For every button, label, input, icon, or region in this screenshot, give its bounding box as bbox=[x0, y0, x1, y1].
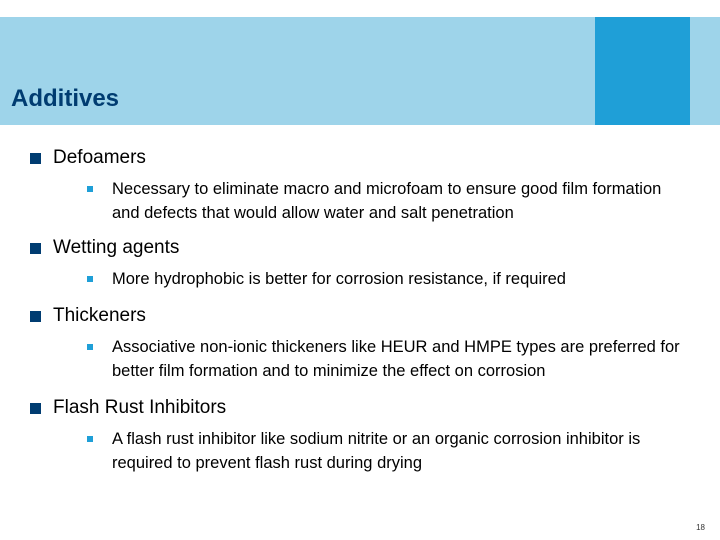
square-bullet-icon bbox=[30, 311, 41, 322]
bullet-item-wetting-agents bbox=[30, 235, 700, 291]
sub-bullet-text: Associative non-ionic thickeners like HEUR and HMPE types are preferred for better film formation and to minimize the effect on corrosion bbox=[112, 338, 680, 380]
bullet-label: Flash Rust Inhibitors bbox=[53, 397, 227, 418]
sub-bullet-icon bbox=[87, 186, 93, 192]
square-bullet-icon bbox=[30, 153, 41, 164]
sub-bullet-icon bbox=[87, 276, 93, 282]
bullet-item-defoamers bbox=[30, 145, 700, 225]
bullet-item-thickeners bbox=[30, 303, 700, 383]
page-number: 18 bbox=[696, 523, 705, 532]
bullet-label: Thickeners bbox=[53, 305, 146, 326]
header-accent-block bbox=[595, 17, 690, 125]
sub-bullet-text: More hydrophobic is better for corrosion resistance, if required bbox=[112, 270, 566, 288]
sub-bullet-text: Necessary to eliminate macro and microfoam to ensure good film formation and defects that would allow water and salt penetration bbox=[112, 180, 662, 222]
bullet-item-flash-rust-inhibitors bbox=[30, 395, 700, 475]
bullet-label: Defoamers bbox=[53, 147, 146, 168]
square-bullet-icon bbox=[30, 403, 41, 414]
bullet-list bbox=[30, 145, 700, 475]
sub-bullet-icon bbox=[87, 344, 93, 350]
slide-title: Additives bbox=[11, 85, 120, 112]
sub-bullet-text: A flash rust inhibitor like sodium nitrite or an organic corrosion inhibitor is required to prevent flash rust during drying bbox=[112, 430, 641, 472]
square-bullet-icon bbox=[30, 243, 41, 254]
bullet-label: Wetting agents bbox=[53, 237, 180, 258]
sub-bullet-icon bbox=[87, 436, 93, 442]
